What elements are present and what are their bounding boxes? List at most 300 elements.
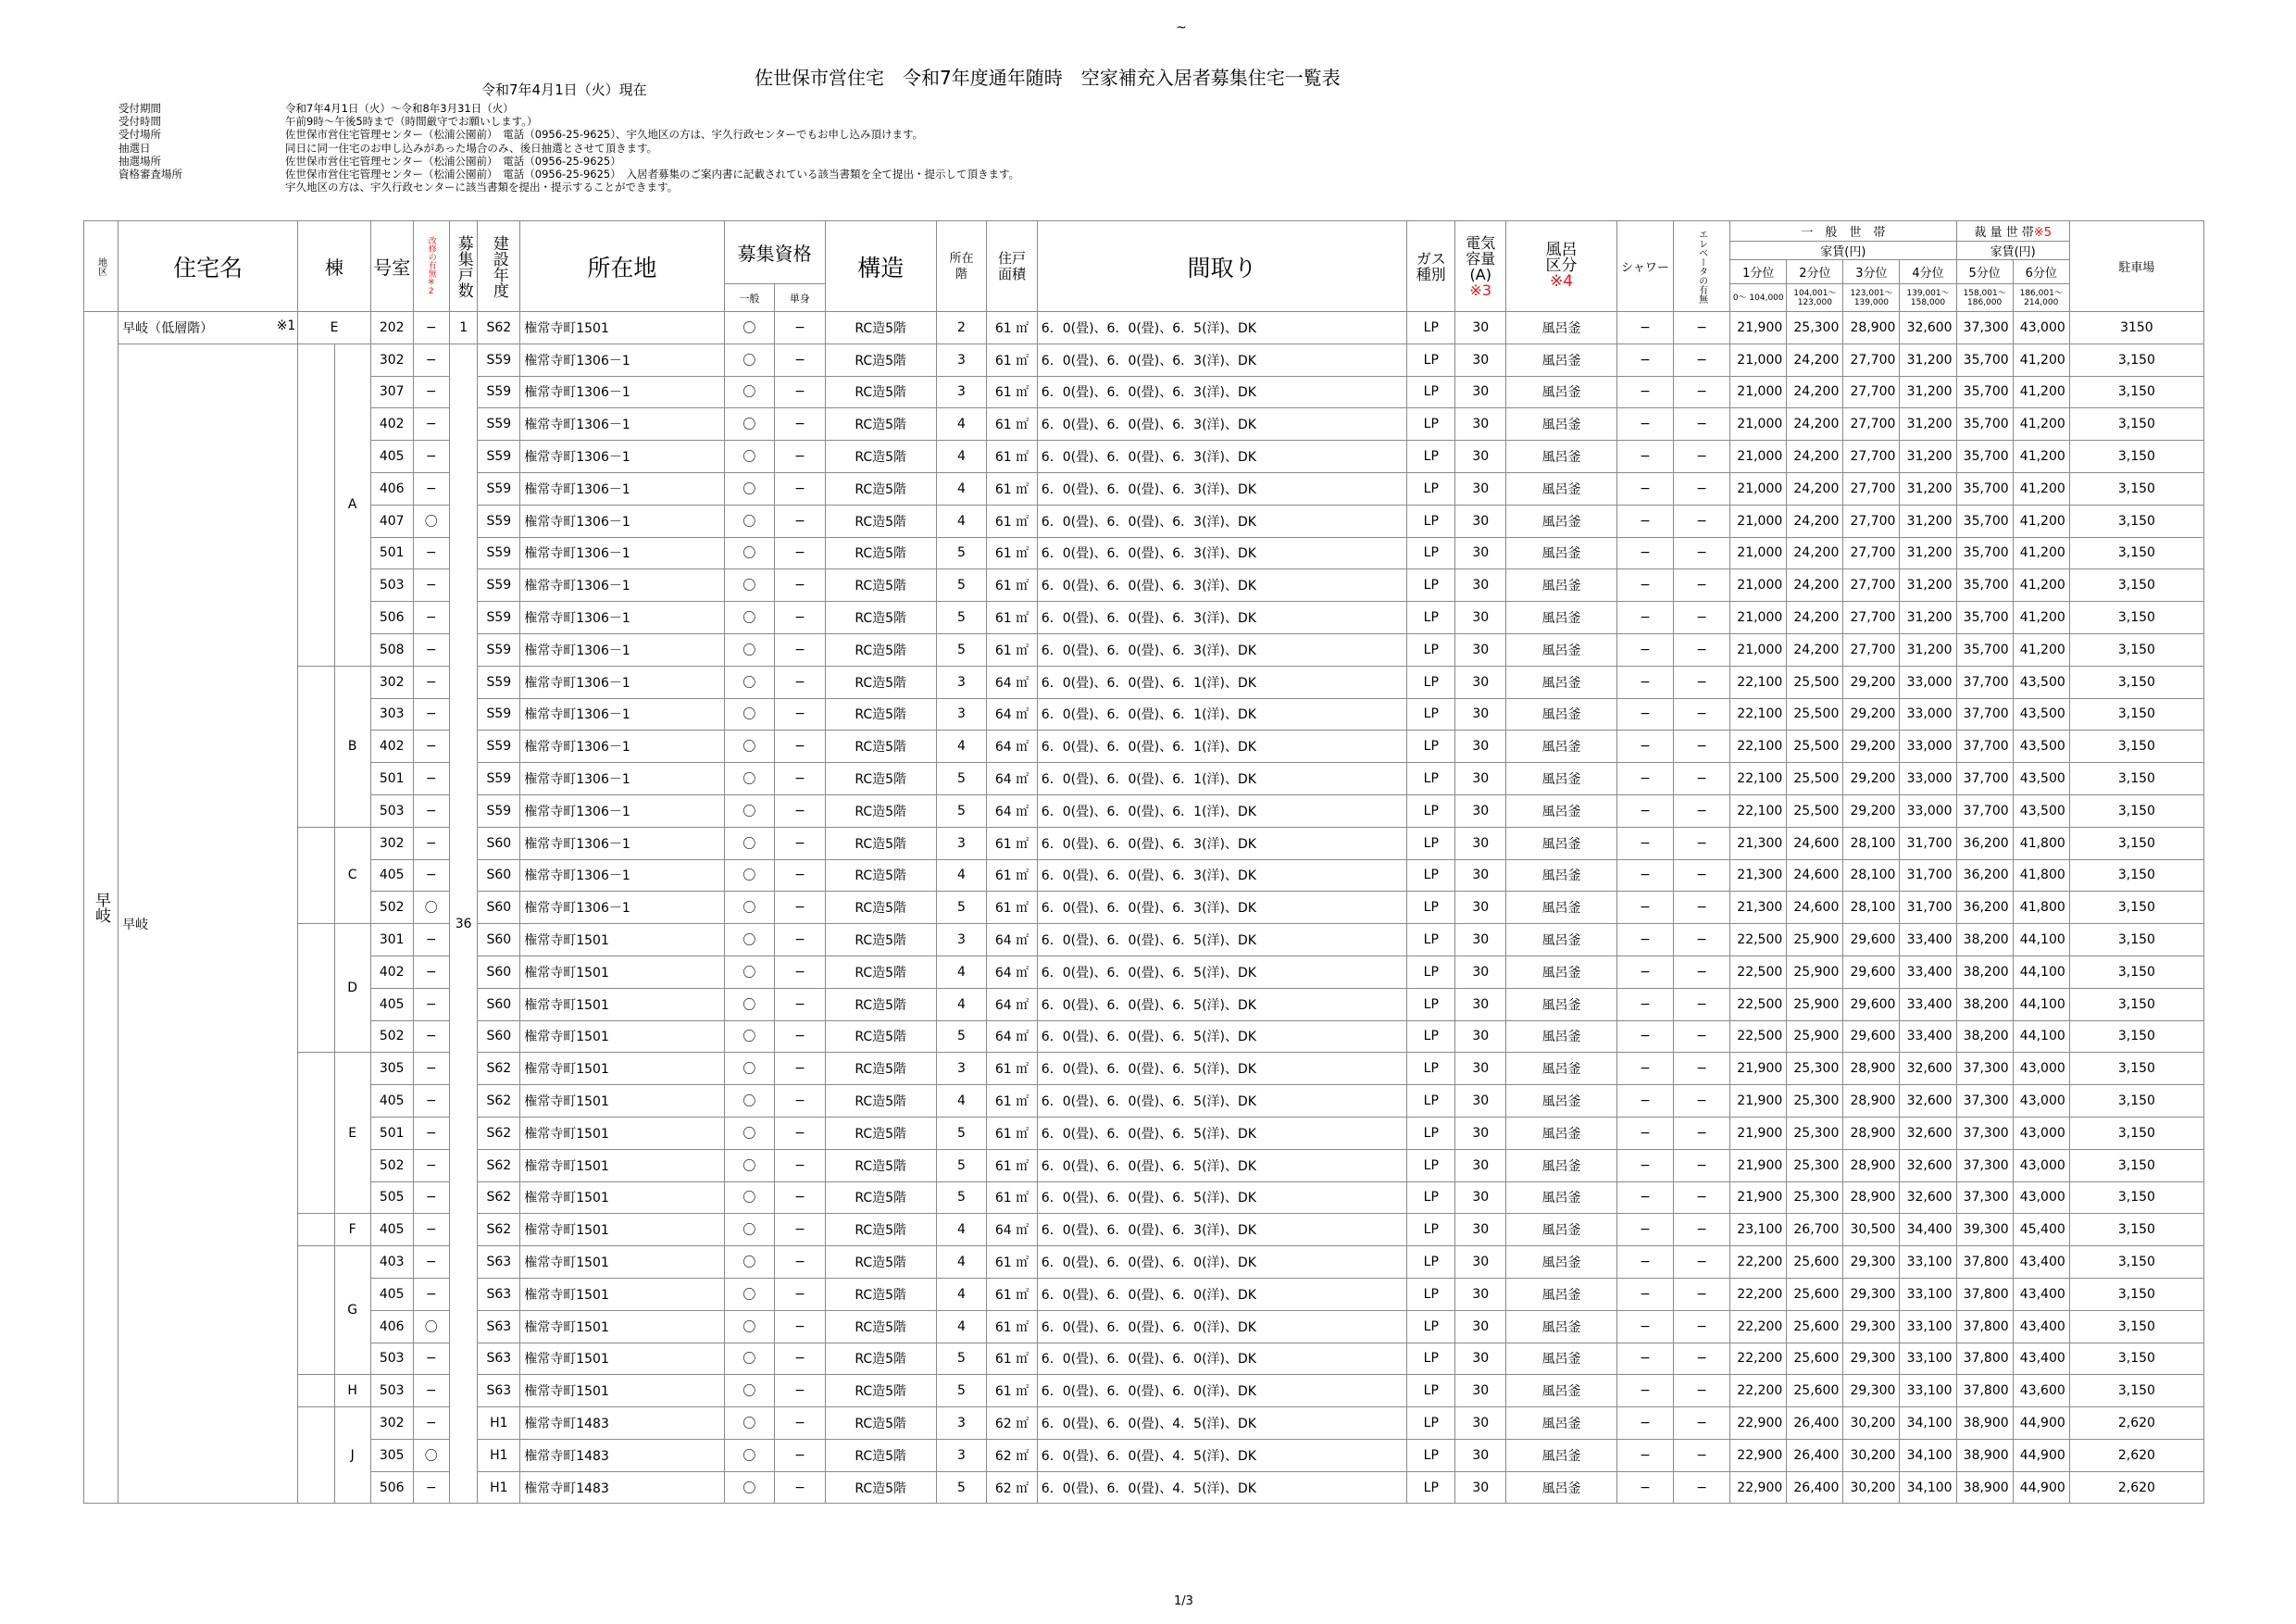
- amp-cell: 30: [1455, 344, 1506, 376]
- bath-cell: 風呂釜: [1506, 827, 1617, 859]
- elevator-cell: −: [1674, 827, 1730, 859]
- year-cell: S63: [478, 1375, 520, 1407]
- amp-cell: 30: [1455, 602, 1506, 634]
- rent-cell: 24,200: [1787, 344, 1843, 376]
- year-cell: S59: [478, 505, 520, 537]
- year-cell: S62: [478, 1181, 520, 1214]
- table-row: [84, 1310, 2204, 1343]
- elevator-cell: −: [1674, 763, 1730, 795]
- floor-cell: 5: [936, 602, 987, 634]
- gas-cell: LP: [1407, 1053, 1455, 1085]
- rent-cell: 33,400: [1900, 1020, 1956, 1053]
- elevator-cell: −: [1674, 1407, 1730, 1440]
- rent-cell: 22,100: [1730, 794, 1787, 827]
- rent-cell: 33,100: [1900, 1310, 1956, 1343]
- income-range-2: 104,001〜 123,000: [1787, 284, 1843, 312]
- area-cell: 64 ㎡: [987, 1214, 1038, 1246]
- amp-cell: 30: [1455, 1214, 1506, 1246]
- info-value: 佐世保市営住宅管理センター（松浦公園前） 電話（0956-25-9625）: [285, 154, 621, 168]
- rent-cell: 32,600: [1900, 1053, 1956, 1085]
- rent-cell: 22,200: [1730, 1278, 1787, 1310]
- layout-cell: 6．0(畳)、6．0(畳)、6．3(洋)、DK: [1037, 633, 1406, 666]
- rent-cell: 25,600: [1787, 1278, 1843, 1310]
- floor-cell: 4: [936, 408, 987, 441]
- electric-note: ※3: [1469, 281, 1492, 299]
- rent-cell: 25,300: [1787, 312, 1843, 344]
- rent-cell: 22,500: [1730, 924, 1787, 956]
- year-cell: S63: [478, 1246, 520, 1279]
- shower-cell: −: [1617, 859, 1674, 892]
- building-spacer: [298, 827, 334, 923]
- structure-cell: RC造5階: [825, 441, 936, 473]
- address-cell: 権常寺町1306－1: [520, 827, 724, 859]
- rent-cell: 37,300: [1956, 1117, 2013, 1149]
- rent-cell: 38,200: [1956, 988, 2013, 1020]
- rent-cell: 21,900: [1730, 1085, 1787, 1118]
- elevator-cell: −: [1674, 1020, 1730, 1053]
- address-cell: 権常寺町1306－1: [520, 441, 724, 473]
- structure-cell: RC造5階: [825, 633, 936, 666]
- shower-cell: −: [1617, 1278, 1674, 1310]
- rent-cell: 33,400: [1900, 988, 1956, 1020]
- rent-cell: 27,700: [1843, 344, 1900, 376]
- year-cell: S60: [478, 1020, 520, 1053]
- year-cell: S63: [478, 1310, 520, 1343]
- info-label: 受付場所: [119, 128, 161, 142]
- rent-cell: 35,700: [1956, 633, 2013, 666]
- rent-cell: 32,600: [1900, 312, 1956, 344]
- room-cell: 502: [370, 892, 413, 924]
- table-row: [84, 602, 2204, 634]
- rent-cell: 44,900: [2013, 1407, 2069, 1440]
- floor-cell: 4: [936, 988, 987, 1020]
- amp-cell: 30: [1455, 1149, 1506, 1181]
- structure-cell: RC造5階: [825, 924, 936, 956]
- bath-cell: 風呂釜: [1506, 666, 1617, 698]
- elevator-cell: −: [1674, 1310, 1730, 1343]
- parking-cell: 3,150: [2069, 1117, 2203, 1149]
- room-cell: 405: [370, 441, 413, 473]
- rent-cell: 43,500: [2013, 731, 2069, 763]
- rent-cell: 21,300: [1730, 827, 1787, 859]
- col-floor: 所在階: [936, 221, 987, 312]
- single-cell: −: [775, 1407, 826, 1440]
- rent-cell: 41,200: [2013, 472, 2069, 505]
- area-cell: 61 ㎡: [987, 633, 1038, 666]
- amp-cell: 30: [1455, 731, 1506, 763]
- rent-cell: 35,700: [1956, 472, 2013, 505]
- rent-cell: 30,200: [1843, 1407, 1900, 1440]
- parking-cell: 3,150: [2069, 859, 2203, 892]
- rent-cell: 28,900: [1843, 1053, 1900, 1085]
- renovation-cell: −: [413, 924, 449, 956]
- room-cell: 405: [370, 859, 413, 892]
- address-cell: 権常寺町1306－1: [520, 666, 724, 698]
- rent-cell: 33,000: [1900, 666, 1956, 698]
- amp-cell: 30: [1455, 827, 1506, 859]
- rent-cell: 43,400: [2013, 1343, 2069, 1375]
- general-cell: 〇: [724, 956, 775, 988]
- single-cell: −: [775, 1020, 826, 1053]
- floor-cell: 5: [936, 1471, 987, 1504]
- building-spacer: [298, 924, 334, 1053]
- year-cell: S62: [478, 1117, 520, 1149]
- col-gas: ガス種別: [1407, 221, 1455, 312]
- general-cell: 〇: [724, 1020, 775, 1053]
- col-electric: [1455, 221, 1506, 312]
- col-units: 募集戸数: [449, 221, 478, 312]
- table-row: [84, 1375, 2204, 1407]
- shower-cell: −: [1617, 731, 1674, 763]
- rent-cell: 35,700: [1956, 602, 2013, 634]
- renovation-cell: −: [413, 537, 449, 569]
- shower-cell: −: [1617, 666, 1674, 698]
- gas-cell: LP: [1407, 1181, 1455, 1214]
- address-cell: 権常寺町1501: [520, 1149, 724, 1181]
- address-cell: 権常寺町1306－1: [520, 344, 724, 376]
- rent-cell: 27,700: [1843, 472, 1900, 505]
- rent-cell: 37,700: [1956, 763, 2013, 795]
- rent-cell: 34,100: [1900, 1407, 1956, 1440]
- area-cell: 61 ㎡: [987, 827, 1038, 859]
- parking-cell: 2,620: [2069, 1439, 2203, 1471]
- shower-cell: −: [1617, 312, 1674, 344]
- col-parking: 駐車場: [2069, 221, 2203, 312]
- rent-cell: 37,700: [1956, 794, 2013, 827]
- renovation-cell: −: [413, 1471, 449, 1504]
- table-row: [84, 376, 2204, 408]
- year-cell: S59: [478, 666, 520, 698]
- renovation-cell: −: [413, 666, 449, 698]
- discretionary-households-header: 裁 量 世 帯※5: [1956, 221, 2069, 242]
- rent-cell: 21,000: [1730, 633, 1787, 666]
- structure-cell: RC造5階: [825, 1278, 936, 1310]
- rent-cell: 41,200: [2013, 537, 2069, 569]
- renovation-cell: −: [413, 569, 449, 602]
- income-range-3: 123,001〜 139,000: [1843, 284, 1900, 312]
- structure-cell: RC造5階: [825, 988, 936, 1020]
- single-cell: −: [775, 408, 826, 441]
- room-cell: 508: [370, 633, 413, 666]
- rent-cell: 43,500: [2013, 794, 2069, 827]
- area-cell: 61 ㎡: [987, 408, 1038, 441]
- room-cell: 302: [370, 666, 413, 698]
- parking-cell: 3,150: [2069, 537, 2203, 569]
- bath-cell: 風呂釜: [1506, 859, 1617, 892]
- year-cell: S59: [478, 376, 520, 408]
- address-cell: 権常寺町1501: [520, 1053, 724, 1085]
- bath-cell: 風呂釜: [1506, 1214, 1617, 1246]
- elevator-cell: −: [1674, 1278, 1730, 1310]
- layout-cell: 6．0(畳)、6．0(畳)、6．5(洋)、DK: [1037, 1117, 1406, 1149]
- amp-cell: 30: [1455, 1375, 1506, 1407]
- bath-note: ※4: [1549, 272, 1574, 291]
- rent-cell: 22,500: [1730, 956, 1787, 988]
- area-cell: 61 ㎡: [987, 472, 1038, 505]
- gas-cell: LP: [1407, 763, 1455, 795]
- renovation-cell: 〇: [413, 1439, 449, 1471]
- general-cell: 〇: [724, 827, 775, 859]
- shower-cell: −: [1617, 1471, 1674, 1504]
- info-row: [119, 142, 1019, 155]
- general-cell: 〇: [724, 859, 775, 892]
- bath-cell: 風呂釜: [1506, 505, 1617, 537]
- parking-cell: 3,150: [2069, 1246, 2203, 1279]
- rent-cell: 25,500: [1787, 698, 1843, 731]
- area-cell: 61 ㎡: [987, 569, 1038, 602]
- rent-cell: 43,600: [2013, 1375, 2069, 1407]
- rent-cell: 25,900: [1787, 956, 1843, 988]
- single-cell: −: [775, 763, 826, 795]
- table-row: [84, 827, 2204, 859]
- general-cell: 〇: [724, 537, 775, 569]
- rent-cell: 33,100: [1900, 1375, 1956, 1407]
- general-cell: 〇: [724, 794, 775, 827]
- area-cell: 61 ㎡: [987, 1278, 1038, 1310]
- col-structure: 構造: [825, 221, 936, 312]
- bath-cell: 風呂釜: [1506, 794, 1617, 827]
- floor-cell: 3: [936, 1053, 987, 1085]
- general-cell: 〇: [724, 312, 775, 344]
- floor-cell: 3: [936, 376, 987, 408]
- discretionary-rent-label: 家賃(円): [1956, 242, 2069, 260]
- housing-name-cell: 早岐（低層階） ※1: [119, 312, 298, 344]
- elevator-cell: −: [1674, 698, 1730, 731]
- col-housing-name: 住宅名: [119, 221, 298, 312]
- rank-3: 3分位: [1843, 260, 1900, 284]
- year-cell: S63: [478, 1343, 520, 1375]
- layout-cell: 6．0(畳)、6．0(畳)、4．5(洋)、DK: [1037, 1439, 1406, 1471]
- rent-cell: 41,800: [2013, 859, 2069, 892]
- single-cell: −: [775, 569, 826, 602]
- bath-cell: 風呂釜: [1506, 633, 1617, 666]
- layout-cell: 6．0(畳)、6．0(畳)、6．1(洋)、DK: [1037, 731, 1406, 763]
- shower-cell: −: [1617, 408, 1674, 441]
- building-cell: H: [334, 1375, 370, 1407]
- housing-table: [83, 220, 2204, 1504]
- page-number: 1/3: [1174, 1594, 1193, 1608]
- col-shower: シャワー: [1617, 221, 1674, 312]
- address-cell: 権常寺町1306－1: [520, 794, 724, 827]
- renovation-cell: −: [413, 731, 449, 763]
- parking-cell: 3,150: [2069, 924, 2203, 956]
- year-cell: H1: [478, 1439, 520, 1471]
- rent-cell: 22,100: [1730, 731, 1787, 763]
- parking-cell: 3,150: [2069, 376, 2203, 408]
- rent-cell: 41,200: [2013, 602, 2069, 634]
- rent-cell: 32,600: [1900, 1181, 1956, 1214]
- info-value: 午前9時〜午後5時まで（時間厳守でお願いします。）: [285, 115, 538, 129]
- info-row: [119, 168, 1019, 181]
- rent-cell: 36,200: [1956, 859, 2013, 892]
- bath-cell: 風呂釜: [1506, 537, 1617, 569]
- rent-cell: 25,600: [1787, 1310, 1843, 1343]
- floor-cell: 3: [936, 344, 987, 376]
- bath-cell: 風呂釜: [1506, 472, 1617, 505]
- building-spacer: [298, 1053, 334, 1214]
- bath-cell: 風呂釜: [1506, 1343, 1617, 1375]
- rent-cell: 31,200: [1900, 505, 1956, 537]
- layout-cell: 6．0(畳)、6．0(畳)、6．0(洋)、DK: [1037, 1375, 1406, 1407]
- building-cell: E: [298, 312, 371, 344]
- layout-cell: 6．0(畳)、6．0(畳)、4．5(洋)、DK: [1037, 1471, 1406, 1504]
- address-cell: 権常寺町1306－1: [520, 633, 724, 666]
- year-cell: S59: [478, 794, 520, 827]
- parking-cell: 3,150: [2069, 763, 2203, 795]
- rent-cell: 21,000: [1730, 344, 1787, 376]
- area-cell: 61 ㎡: [987, 1310, 1038, 1343]
- rent-cell: 29,300: [1843, 1246, 1900, 1279]
- year-cell: S59: [478, 569, 520, 602]
- structure-cell: RC造5階: [825, 602, 936, 634]
- rent-cell: 21,000: [1730, 441, 1787, 473]
- elevator-cell: −: [1674, 408, 1730, 441]
- floor-cell: 4: [936, 505, 987, 537]
- rent-cell: 39,300: [1956, 1214, 2013, 1246]
- elevator-cell: −: [1674, 1471, 1730, 1504]
- bath-cell: 風呂釜: [1506, 763, 1617, 795]
- elig-general: 一般: [724, 284, 775, 312]
- as-of-date: 令和7年4月1日（火）現在: [481, 81, 647, 98]
- renovation-cell: −: [413, 827, 449, 859]
- building-cell: B: [334, 666, 370, 827]
- table-row: [84, 441, 2204, 473]
- rent-cell: 44,900: [2013, 1439, 2069, 1471]
- room-cell: 501: [370, 1117, 413, 1149]
- floor-cell: 4: [936, 1278, 987, 1310]
- table-row: [84, 408, 2204, 441]
- address-cell: 権常寺町1306－1: [520, 505, 724, 537]
- structure-cell: RC造5階: [825, 505, 936, 537]
- rent-cell: 38,200: [1956, 924, 2013, 956]
- bath-cell: 風呂釜: [1506, 441, 1617, 473]
- year-cell: S59: [478, 408, 520, 441]
- address-cell: 権常寺町1501: [520, 924, 724, 956]
- area-cell: 61 ㎡: [987, 1085, 1038, 1118]
- rent-cell: 22,200: [1730, 1375, 1787, 1407]
- floor-cell: 2: [936, 312, 987, 344]
- building-spacer: [298, 344, 334, 666]
- rent-cell: 43,500: [2013, 698, 2069, 731]
- general-cell: 〇: [724, 1246, 775, 1279]
- parking-cell: 3,150: [2069, 1020, 2203, 1053]
- col-renovation: 改修の有無 ※2: [413, 221, 449, 312]
- rent-cell: 25,500: [1787, 794, 1843, 827]
- area-cell: 64 ㎡: [987, 731, 1038, 763]
- area-cell: 64 ㎡: [987, 988, 1038, 1020]
- structure-cell: RC造5階: [825, 1085, 936, 1118]
- elevator-cell: −: [1674, 859, 1730, 892]
- floor-cell: 4: [936, 731, 987, 763]
- general-cell: 〇: [724, 892, 775, 924]
- general-cell: 〇: [724, 1278, 775, 1310]
- renovation-cell: −: [413, 1214, 449, 1246]
- single-cell: −: [775, 441, 826, 473]
- parking-cell: 3,150: [2069, 569, 2203, 602]
- structure-cell: RC造5階: [825, 956, 936, 988]
- bath-cell: 風呂釜: [1506, 1471, 1617, 1504]
- rent-cell: 37,300: [1956, 1149, 2013, 1181]
- elevator-cell: −: [1674, 1053, 1730, 1085]
- shower-cell: −: [1617, 1375, 1674, 1407]
- area-cell: 64 ㎡: [987, 763, 1038, 795]
- renovation-cell: −: [413, 312, 449, 344]
- general-cell: 〇: [724, 1214, 775, 1246]
- area-cell: 61 ㎡: [987, 505, 1038, 537]
- rent-cell: 43,400: [2013, 1278, 2069, 1310]
- table-row: [84, 472, 2204, 505]
- structure-cell: RC造5階: [825, 1439, 936, 1471]
- rent-cell: 24,200: [1787, 408, 1843, 441]
- year-cell: S59: [478, 441, 520, 473]
- gas-cell: LP: [1407, 956, 1455, 988]
- table-row: [84, 859, 2204, 892]
- general-cell: 〇: [724, 1439, 775, 1471]
- rent-cell: 21,000: [1730, 505, 1787, 537]
- info-row: [119, 115, 1019, 128]
- amp-cell: 30: [1455, 698, 1506, 731]
- rent-cell: 21,900: [1730, 1149, 1787, 1181]
- room-cell: 302: [370, 344, 413, 376]
- rent-cell: 37,700: [1956, 666, 2013, 698]
- table-row: [84, 988, 2204, 1020]
- rent-cell: 41,800: [2013, 827, 2069, 859]
- rent-cell: 22,200: [1730, 1246, 1787, 1279]
- building-cell: A: [334, 344, 370, 666]
- rent-cell: 44,100: [2013, 956, 2069, 988]
- layout-cell: 6．0(畳)、6．0(畳)、6．5(洋)、DK: [1037, 1085, 1406, 1118]
- rent-cell: 27,700: [1843, 602, 1900, 634]
- single-cell: −: [775, 344, 826, 376]
- rent-cell: 38,900: [1956, 1407, 2013, 1440]
- address-cell: 権常寺町1501: [520, 1310, 724, 1343]
- elevator-cell: −: [1674, 924, 1730, 956]
- rent-cell: 43,000: [2013, 312, 2069, 344]
- area-cell: 61 ㎡: [987, 1149, 1038, 1181]
- shower-cell: −: [1617, 1020, 1674, 1053]
- shower-cell: −: [1617, 1053, 1674, 1085]
- income-range-4: 139,001〜 158,000: [1900, 284, 1956, 312]
- amp-cell: 30: [1455, 1471, 1506, 1504]
- rent-cell: 30,500: [1843, 1214, 1900, 1246]
- floor-cell: 3: [936, 924, 987, 956]
- renovation-cell: −: [413, 1278, 449, 1310]
- area-cell: 62 ㎡: [987, 1407, 1038, 1440]
- rent-cell: 26,400: [1787, 1439, 1843, 1471]
- rent-cell: 29,600: [1843, 924, 1900, 956]
- room-cell: 403: [370, 1246, 413, 1279]
- rent-cell: 24,200: [1787, 376, 1843, 408]
- col-year-built: 建設年度: [478, 221, 520, 312]
- rent-cell: 43,000: [2013, 1053, 2069, 1085]
- table-row: [84, 1343, 2204, 1375]
- elevator-cell: −: [1674, 472, 1730, 505]
- rent-cell: 28,900: [1843, 1117, 1900, 1149]
- single-cell: −: [775, 859, 826, 892]
- address-cell: 権常寺町1501: [520, 1278, 724, 1310]
- structure-cell: RC造5階: [825, 1407, 936, 1440]
- parking-cell: 3,150: [2069, 408, 2203, 441]
- bath-cell: 風呂釜: [1506, 1375, 1617, 1407]
- shower-cell: −: [1617, 633, 1674, 666]
- rent-cell: 24,200: [1787, 505, 1843, 537]
- layout-cell: 6．0(畳)、6．0(畳)、6．3(洋)、DK: [1037, 537, 1406, 569]
- rent-cell: 22,500: [1730, 988, 1787, 1020]
- renovation-cell: −: [413, 859, 449, 892]
- rent-cell: 33,100: [1900, 1343, 1956, 1375]
- renovation-cell: −: [413, 344, 449, 376]
- area-cell: 62 ㎡: [987, 1439, 1038, 1471]
